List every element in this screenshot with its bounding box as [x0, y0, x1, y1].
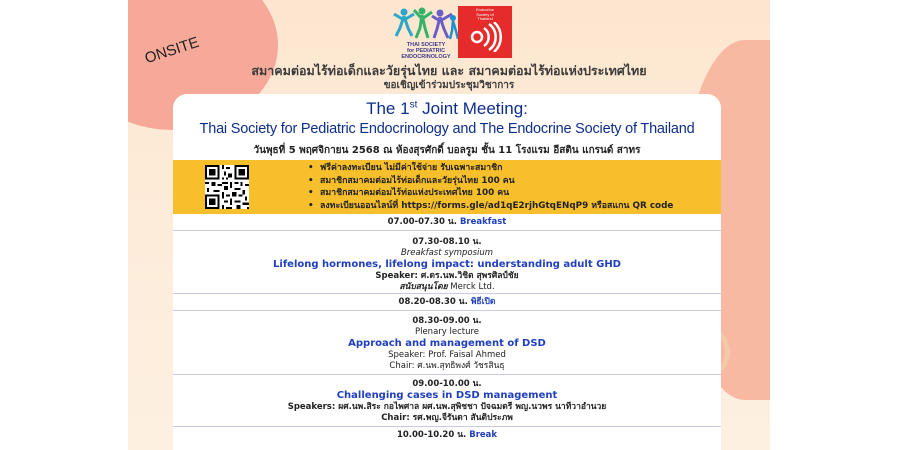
session-type: Breakfast symposium — [400, 248, 494, 258]
agenda-session-opening — [173, 294, 721, 311]
session-time: 07.30-08.10 น. — [412, 237, 482, 247]
talk-title: Challenging cases in DSD management — [336, 390, 558, 401]
session-time: 09.00-10.00 น. — [412, 379, 482, 389]
organizers-heading: สมาคมต่อมไร้ท่อเด็กและวัยรุ่นไทย และ สมาคมต่อมไร้ท่อแห่งประเทศไทย — [251, 63, 647, 78]
session-label: Breakfast — [459, 217, 507, 227]
endocrine-society-logo — [458, 6, 512, 58]
onsite-label: ONSITE — [142, 33, 202, 68]
chair-line: Chair: ศ.นพ.สุทธิพงศ์ วัชรสินธุ — [389, 361, 505, 371]
title-ordinal: st — [409, 99, 418, 111]
registration-item: • สมาชิกสมาคมต่อมไร้ท่อแห่งประเทศไทย 100 คน — [308, 187, 673, 200]
pediatric-society-logo — [392, 6, 460, 60]
agenda-session-break — [173, 427, 721, 444]
meeting-subtitle: Thai Society for Pediatric Endocrinology and The Endocrine Society of Thailand — [199, 121, 695, 137]
pediatric-logo-caption: THAI SOCIETY for PEDIATRIC ENDOCRINOLOGY — [401, 42, 451, 60]
program-panel — [173, 94, 721, 450]
agenda-session-symposium — [173, 231, 721, 294]
agenda-session-breakfast — [173, 214, 721, 231]
agenda-session-plenary — [173, 311, 721, 375]
registration-box — [173, 160, 721, 214]
title-suffix: Joint Meeting: — [417, 99, 528, 118]
registration-item: • ฟรีค่าลงทะเบียน ไม่มีค่าใช้จ่าย รับเฉพาะสมาชิก — [308, 162, 673, 175]
registration-list — [308, 162, 673, 212]
sponsor-prefix: สนับสนุนโดย — [399, 282, 448, 292]
session-label: Break — [469, 430, 498, 440]
session-time: 07.00-07.30 น. — [387, 217, 457, 227]
session-time: 08.20-08.30 น. — [398, 297, 468, 307]
endocrine-emblem-icon — [465, 22, 503, 52]
chair-line: Chair: รศ.พญ.จีรันดา สันติประภพ — [381, 413, 513, 423]
registration-item: • สมาชิกสมาคมต่อมไร้ท่อเด็กและวัยรุ่นไทย 100 คน — [308, 175, 673, 188]
speaker-line: Speaker: ศ.ดร.นพ.วิชิต สุพรศิลป์ชัย — [375, 271, 519, 281]
jumping-figures-icon — [392, 6, 460, 42]
talk-title: Approach and management of DSD — [348, 338, 546, 349]
invite-heading: ขอเชิญเข้าร่วมประชุมวิชาการ — [383, 80, 515, 91]
endocrine-logo-caption: Endocrine Society of Thailand — [475, 7, 494, 21]
sponsor-name: Merck Ltd. — [447, 282, 495, 292]
agenda-session-cases — [173, 375, 721, 427]
date-venue-line: วันพุธที่ 5 พฤศจิกายน 2568 ณ ห้องสุรศักดิ์ บอลรูม ชั้น 11 โรงแรม อีสติน แกรนด์ สาทร — [253, 145, 641, 156]
talk-title: Lifelong hormones, lifelong impact: understanding adult GHD — [273, 259, 621, 270]
speakers-line: Speakers: ผศ.นพ.สิระ กอไพศาล ผศ.นพ.สุพิชชา ปัจฉมดรี พญ.นวพร นาทีวาอำนวย — [287, 402, 607, 412]
session-type: Plenary lecture — [414, 327, 480, 337]
event-poster — [128, 0, 770, 450]
registration-link-item[interactable]: • ลงทะเบียนออนไลน์ที่ https://forms.gle/ad1qE2rjhGtqENqP9 หรือสแกน QR code — [308, 200, 673, 213]
title-prefix: The 1 — [366, 99, 410, 118]
session-time: 08.30-09.00 น. — [412, 316, 482, 326]
qr-code-icon — [205, 165, 249, 209]
session-label: พิธีเปิด — [470, 297, 496, 307]
speaker-line: Speaker: Prof. Faisal Ahmed — [388, 350, 506, 360]
meeting-title — [173, 99, 721, 119]
session-time: 10.00-10.20 น. — [396, 430, 467, 440]
agenda — [173, 214, 721, 444]
